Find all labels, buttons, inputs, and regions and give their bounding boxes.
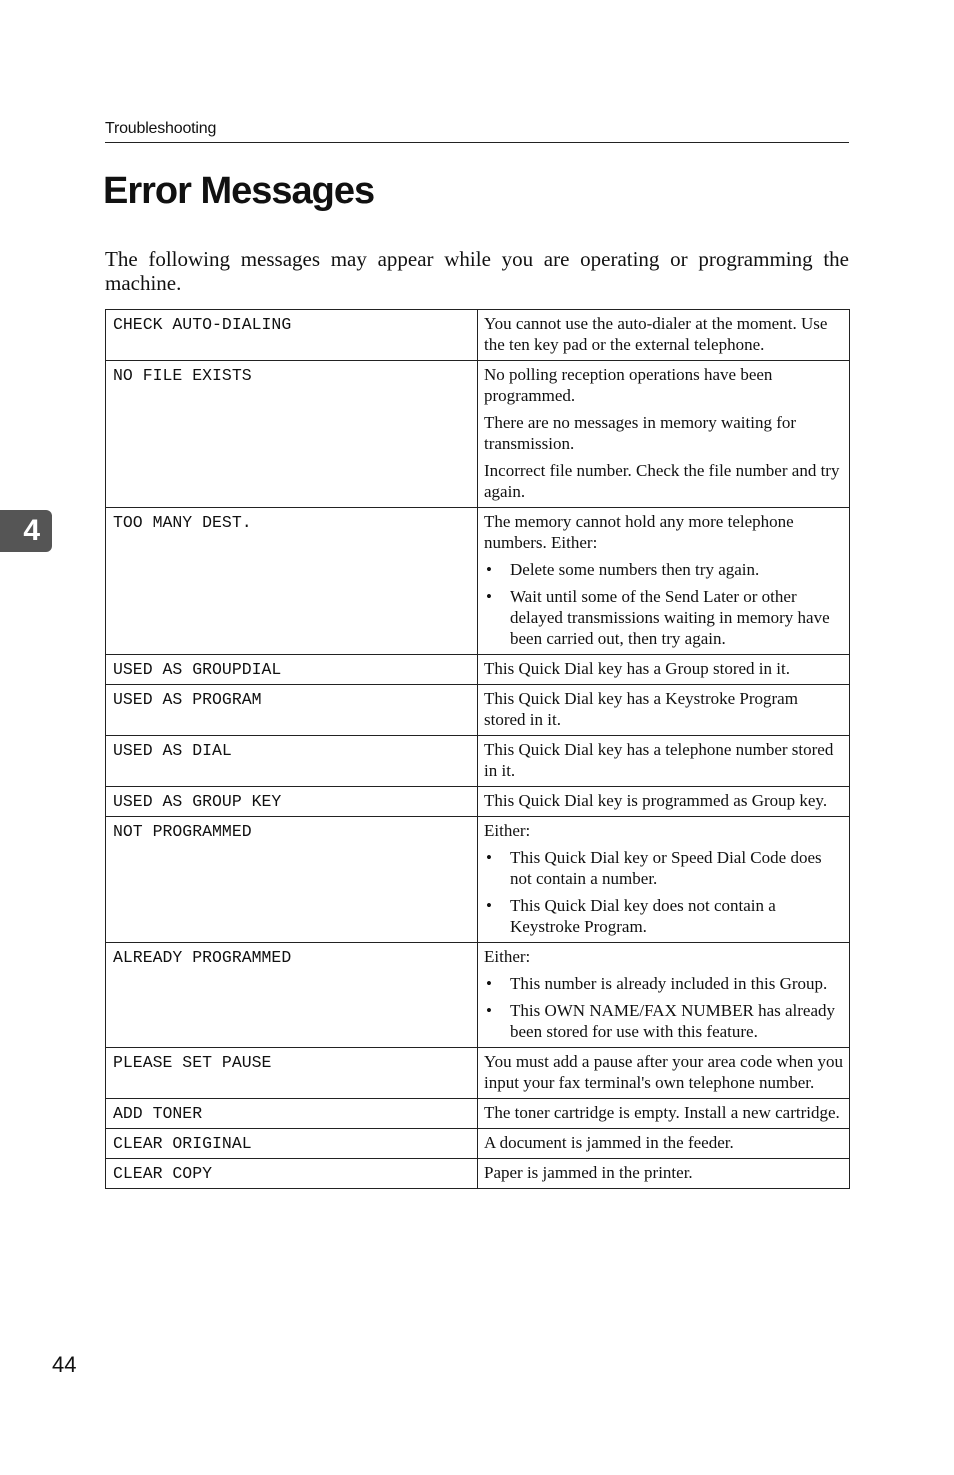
bullet-list (484, 559, 843, 649)
bullet-text: This OWN NAME/FAX NUMBER has already been stored for use with this feature. (510, 1001, 836, 1041)
bullet-icon: • (486, 896, 492, 915)
bullet-item (484, 559, 843, 580)
error-description (478, 1099, 850, 1129)
table-row (106, 1159, 850, 1189)
table-row (106, 787, 850, 817)
error-description (478, 943, 850, 1048)
error-description (478, 817, 850, 943)
error-code: ALREADY PROGRAMMED (106, 943, 478, 1048)
table-row (106, 1048, 850, 1099)
error-description (478, 685, 850, 736)
error-code: USED AS GROUPDIAL (106, 655, 478, 685)
error-messages-body (106, 310, 850, 1189)
error-code: USED AS DIAL (106, 736, 478, 787)
bullet-text: Delete some numbers then try again. (510, 560, 760, 579)
table-row (106, 736, 850, 787)
bullet-item (484, 973, 843, 994)
description-paragraph: Either: (484, 821, 531, 840)
error-description (478, 1159, 850, 1189)
table-row (106, 655, 850, 685)
error-code: USED AS PROGRAM (106, 685, 478, 736)
bullet-text: This number is already included in this Group. (510, 974, 828, 993)
table-row (106, 685, 850, 736)
bullet-item (484, 1000, 843, 1042)
description-paragraph: No polling reception operations have been programmed. (484, 365, 773, 405)
error-code: NOT PROGRAMMED (106, 817, 478, 943)
description-paragraph: You must add a pause after your area code when you input your fax terminal's own telephone number. (484, 1052, 843, 1092)
bullet-item (484, 586, 843, 649)
error-code: TOO MANY DEST. (106, 508, 478, 655)
description-paragraph: This Quick Dial key has a Keystroke Program stored in it. (484, 689, 798, 729)
error-code: CLEAR ORIGINAL (106, 1129, 478, 1159)
description-paragraph: There are no messages in memory waiting for transmission. (484, 413, 797, 453)
bullet-icon: • (486, 848, 492, 867)
error-description (478, 787, 850, 817)
error-code: USED AS GROUP KEY (106, 787, 478, 817)
error-messages-table (105, 309, 850, 1189)
bullet-text: This Quick Dial key does not contain a Keystroke Program. (510, 896, 776, 936)
intro-paragraph: The following messages may appear while you are operating or programming the machine. (105, 247, 849, 295)
table-row (106, 310, 850, 361)
error-description (478, 655, 850, 685)
page-number: 44 (52, 1352, 77, 1377)
bullet-icon: • (486, 587, 492, 606)
error-code: ADD TONER (106, 1099, 478, 1129)
bullet-icon: • (486, 560, 492, 579)
bullet-item (484, 895, 843, 937)
description-paragraph: Either: (484, 947, 531, 966)
description-paragraph: This Quick Dial key is programmed as Group key. (484, 791, 828, 810)
error-description (478, 1048, 850, 1099)
description-paragraph: A document is jammed in the feeder. (484, 1133, 734, 1152)
chapter-tab: 4 (0, 510, 52, 552)
table-row (106, 361, 850, 508)
bullet-list (484, 847, 843, 937)
error-code: CLEAR COPY (106, 1159, 478, 1189)
header-divider (105, 142, 849, 143)
bullet-icon: • (486, 974, 492, 993)
bullet-text: Wait until some of the Send Later or other delayed transmissions waiting in memory have been carried out, then try again. (510, 587, 830, 648)
page-title: Error Messages (103, 170, 375, 212)
error-description (478, 736, 850, 787)
description-paragraph: You cannot use the auto-dialer at the moment. Use the ten key pad or the external telephone. (484, 314, 828, 354)
bullet-list (484, 973, 843, 1042)
running-header: Troubleshooting (105, 120, 217, 137)
description-paragraph: This Quick Dial key has a telephone number stored in it. (484, 740, 834, 780)
bullet-item (484, 847, 843, 889)
error-description (478, 361, 850, 508)
bullet-text: This Quick Dial key or Speed Dial Code does not contain a number. (510, 848, 822, 888)
error-code: NO FILE EXISTS (106, 361, 478, 508)
table-row (106, 817, 850, 943)
error-code: CHECK AUTO-DIALING (106, 310, 478, 361)
bullet-icon: • (486, 1001, 492, 1020)
description-paragraph: This Quick Dial key has a Group stored in it. (484, 659, 790, 678)
description-paragraph: The memory cannot hold any more telephone numbers. Either: (484, 512, 794, 552)
description-paragraph: Paper is jammed in the printer. (484, 1163, 693, 1182)
table-row (106, 943, 850, 1048)
table-row (106, 508, 850, 655)
description-paragraph: Incorrect file number. Check the file number and try again. (484, 461, 840, 501)
table-row (106, 1099, 850, 1129)
error-description (478, 1129, 850, 1159)
error-description (478, 508, 850, 655)
error-code: PLEASE SET PAUSE (106, 1048, 478, 1099)
description-paragraph: The toner cartridge is empty. Install a new cartridge. (484, 1103, 840, 1122)
error-description (478, 310, 850, 361)
table-row (106, 1129, 850, 1159)
